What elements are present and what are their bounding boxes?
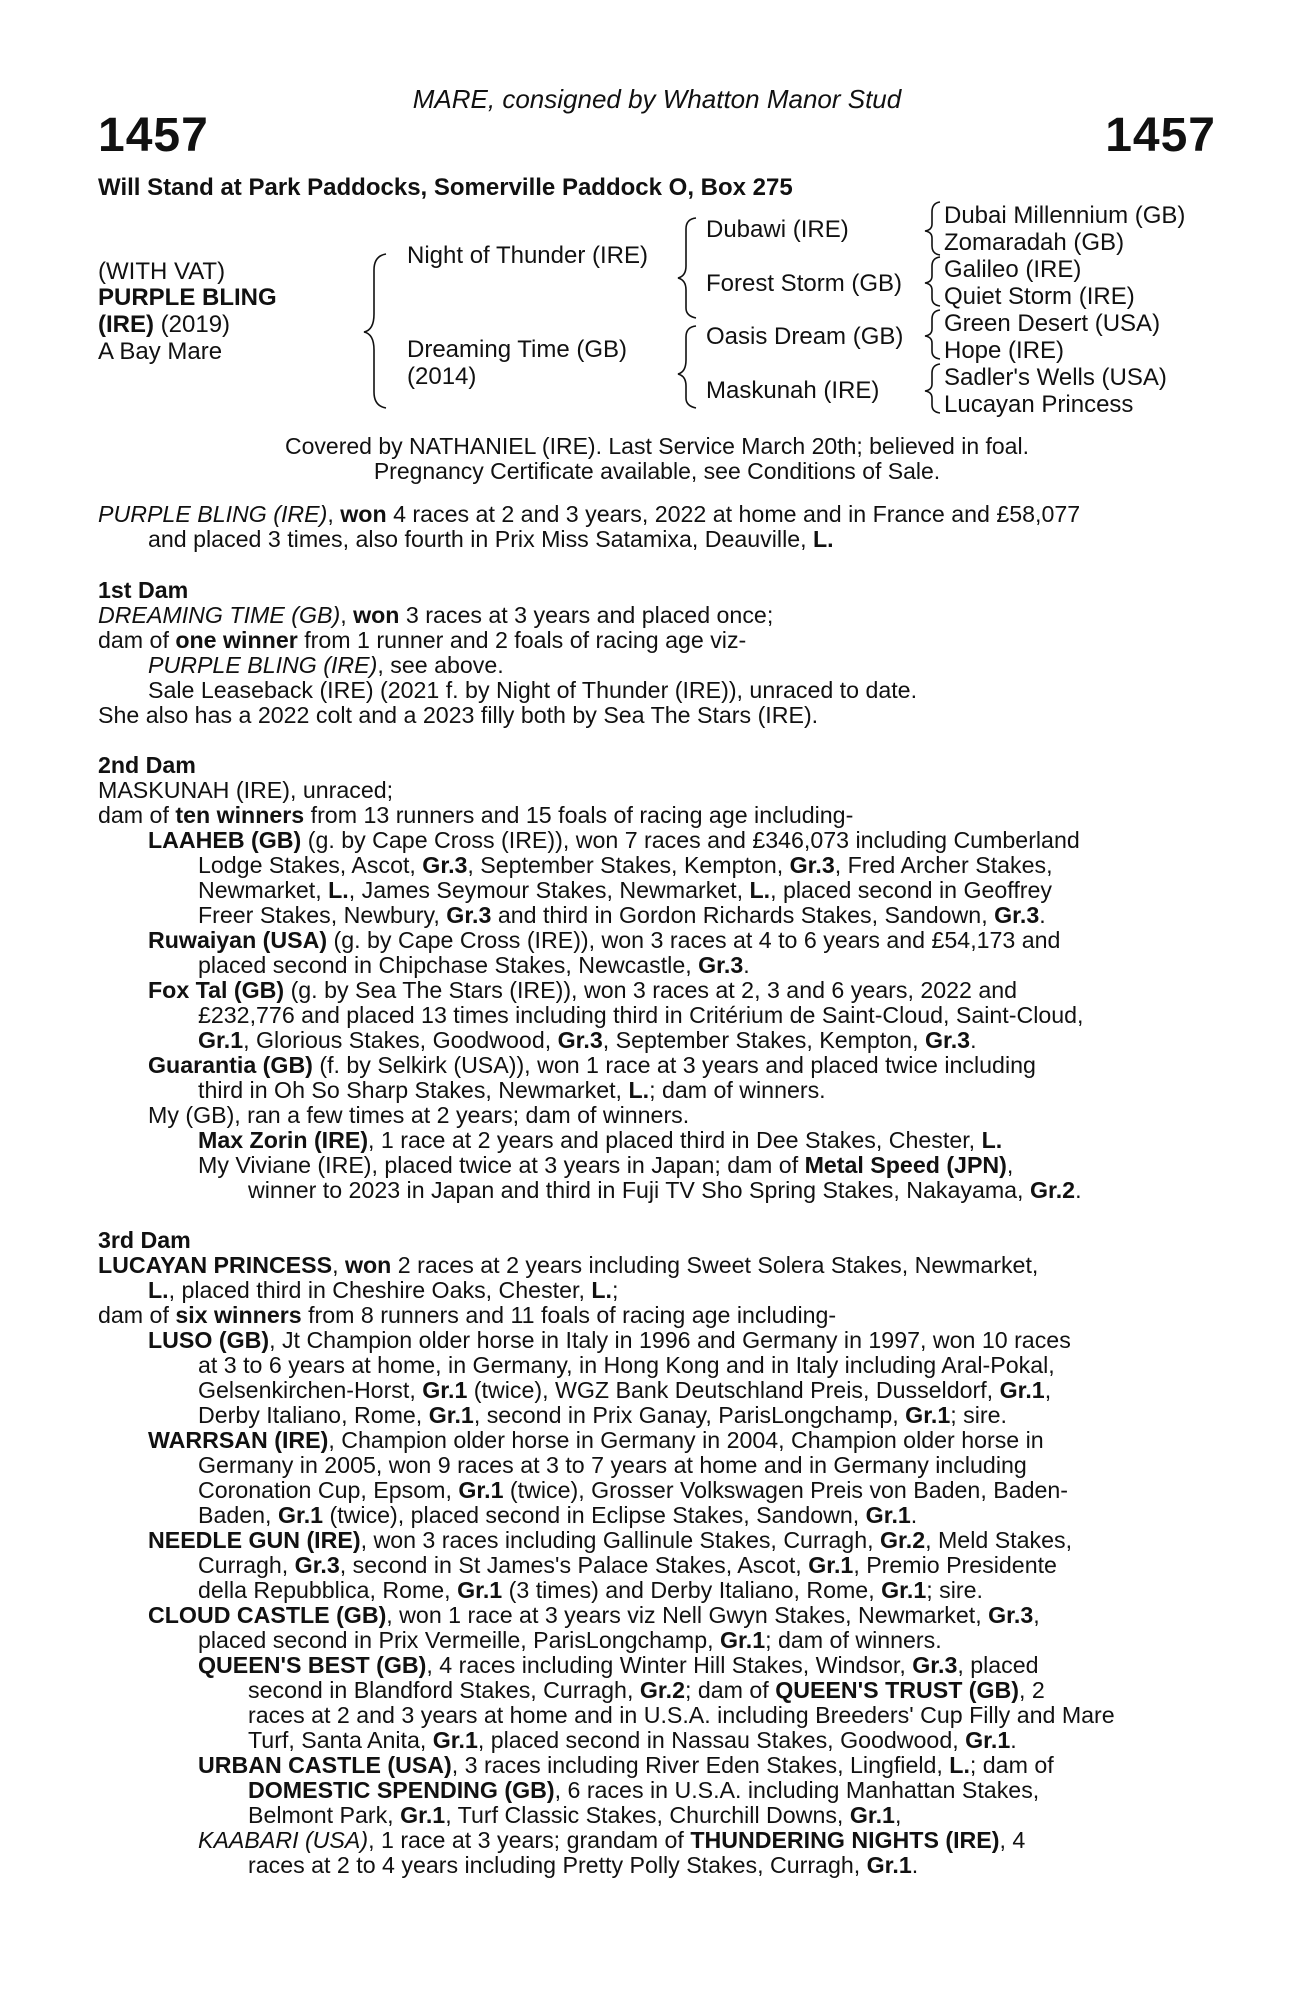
text-run: ; dam of (969, 1752, 1054, 1778)
bold-run: Gr.1 (999, 1377, 1045, 1403)
g-brace-2 (925, 257, 940, 306)
text-run: Freer Stakes, Newbury, (198, 902, 447, 928)
bold-run: six winners (175, 1302, 302, 1328)
text-run: . (910, 1502, 918, 1528)
text-run: (twice), WGZ Bank Deutschland Preis, Dusseldorf, (467, 1377, 1000, 1403)
text-line (148, 1053, 1036, 1078)
lot-number-left: 1457 (98, 109, 209, 162)
grandsire-3: Galileo (IRE) (944, 256, 1082, 283)
text-line (198, 1353, 1055, 1378)
text-run: , Turf Classic Stakes, Churchill Downs, (445, 1802, 850, 1828)
text-run: , (340, 602, 354, 628)
text-run: . (743, 952, 750, 978)
text-run: races at 2 to 4 years including Pretty Polly Stakes, Curragh, (248, 1852, 867, 1878)
bold-run: Gr.1 (198, 1027, 244, 1053)
bold-run: Fox Tal (GB) (148, 977, 285, 1003)
bold-run: Gr.1 (458, 1477, 504, 1503)
text-line (248, 1178, 1082, 1203)
bold-run: Gr.1 (965, 1727, 1011, 1753)
text-run: £232,776 and placed 13 times including third in Critérium de Saint-Cloud, Saint-Cloud, (198, 1002, 1084, 1028)
horse-year: (2019) (154, 311, 231, 338)
bold-run: Gr.1 (422, 1377, 468, 1403)
text-line (198, 1553, 1057, 1578)
bold-run: L. (148, 1277, 169, 1303)
text-run: della Repubblica, Rome, (198, 1577, 458, 1603)
text-run: from 8 runners and 11 foals of racing age including- (301, 1302, 837, 1328)
text-run: (f. by Selkirk (USA)), won 1 race at 3 years and placed twice including (312, 1052, 1036, 1078)
text-run: at 3 to 6 years at home, in Germany, in Hong Kong and in Italy including Aral-Pokal, (198, 1352, 1055, 1378)
consignor-line: MARE, consigned by Whatton Manor Stud (412, 84, 902, 114)
text-run: . (1075, 1177, 1082, 1203)
text-run: My (GB), ran a few times at 2 years; dam of winners. (148, 1102, 690, 1128)
grandsire-8: Lucayan Princess (944, 391, 1134, 418)
text-run: , James Seymour Stakes, Newmarket, (348, 877, 750, 903)
text-line (198, 1478, 1068, 1503)
text-run: , won 1 race at 3 years viz Nell Gwyn Stakes, Newmarket, (386, 1602, 989, 1628)
text-line (148, 1603, 1040, 1628)
bold-run: Gr.2 (879, 1527, 926, 1553)
text-line (198, 953, 750, 978)
text-line (248, 1853, 918, 1878)
bold-run: Gr.1 (277, 1502, 324, 1528)
italic-run: PURPLE BLING (IRE) (148, 652, 378, 678)
text-run: Newmarket, (198, 877, 329, 903)
text-line (198, 1028, 977, 1053)
text-run: third in Oh So Sharp Stakes, Newmarket, (198, 1077, 629, 1103)
text-run: . (911, 1852, 919, 1878)
text-run: and third in Gordon Richards Stakes, Sandown, (491, 902, 995, 928)
text-line (198, 1578, 983, 1603)
text-line (198, 878, 1052, 903)
horse-name: PURPLE BLING (98, 284, 277, 311)
text-line (148, 678, 917, 703)
vat-status: (WITH VAT) (98, 258, 226, 285)
text-run: , Jt Champion older horse in Italy in 1996 and Germany in 1997, won 10 races (269, 1327, 1071, 1353)
text-line (98, 803, 853, 828)
text-line (148, 928, 1060, 953)
text-line (148, 1528, 1072, 1553)
text-run: ; sire. (926, 1577, 983, 1603)
text-run: , placed second in Nassau Stakes, Goodwood, (477, 1727, 966, 1753)
text-run: , second in St James's Palace Stakes, Ascot, (339, 1552, 809, 1578)
bold-run: Gr.3 (294, 1552, 340, 1578)
text-line (198, 1003, 1084, 1028)
bold-run: Gr.3 (912, 1652, 958, 1678)
text-run: Belmont Park, (248, 1802, 401, 1828)
bold-run: NEEDLE GUN (IRE) (148, 1527, 361, 1553)
bold-run: L. (949, 1752, 970, 1778)
bold-run: L. (328, 877, 349, 903)
section-heading: 1st Dam (98, 577, 189, 603)
text-run: placed second in Chipchase Stakes, Newcastle, (198, 952, 699, 978)
text-line (198, 1378, 1051, 1403)
text-run: She also has a 2022 colt and a 2023 filly both by Sea The Stars (IRE). (98, 702, 819, 728)
text-run: Derby Italiano, Rome, (198, 1402, 429, 1428)
text-run: Curragh, (198, 1552, 295, 1578)
text-line (248, 1678, 1045, 1703)
text-run: Turf, Santa Anita, (248, 1727, 433, 1753)
italic-run: PURPLE BLING (IRE) (98, 501, 328, 527)
bold-run: LUCAYAN PRINCESS (98, 1252, 333, 1278)
text-line (248, 1778, 1039, 1803)
text-run: , September Stakes, Kempton, (467, 852, 790, 878)
bold-run: Gr.1 (866, 1852, 912, 1878)
text-run: . (1039, 902, 1046, 928)
bold-run: Gr.1 (457, 1577, 503, 1603)
bold-run: THUNDERING NIGHTS (IRE) (690, 1827, 1000, 1853)
stabling-location: Will Stand at Park Paddocks, Somerville Paddock O, Box 275 (98, 174, 793, 201)
covering-line: Covered by NATHANIEL (IRE). Last Service March 20th; believed in foal. (285, 433, 1029, 459)
text-run: placed second in Prix Vermeille, ParisLongchamp, (198, 1627, 720, 1653)
grandsire-7: Sadler's Wells (USA) (944, 364, 1167, 391)
bold-run: ten winners (175, 802, 305, 828)
text-run: Baden, (198, 1502, 278, 1528)
text-run: , (1006, 1152, 1014, 1178)
bold-run: Max Zorin (IRE) (198, 1127, 369, 1153)
text-line (248, 1703, 1115, 1728)
text-run: 2 races at 2 years including Sweet Solera Stakes, Newmarket, (391, 1252, 1039, 1278)
text-run: , won 3 races including Gallinule Stakes, Curragh, (360, 1527, 880, 1553)
text-run: , September Stakes, Kempton, (602, 1027, 925, 1053)
bold-run: Gr.2 (1029, 1177, 1076, 1203)
lot-number-right: 1457 (1105, 109, 1216, 162)
bold-run: Gr.3 (446, 902, 492, 928)
text-run: second in Blandford Stakes, Curragh, (248, 1677, 640, 1703)
text-run: ; dam of winners. (765, 1627, 942, 1653)
text-run: , see above. (377, 652, 504, 678)
bold-run: Ruwaiyan (USA) (148, 927, 328, 953)
text-run: ; dam of winners. (649, 1077, 826, 1103)
bold-run: L. (749, 877, 771, 903)
g-brace-3 (925, 310, 940, 359)
bold-run: Gr.3 (789, 852, 835, 878)
text-run: . (1010, 1727, 1017, 1753)
text-run: , placed second in Geoffrey (770, 877, 1052, 903)
text-line (148, 978, 1017, 1003)
text-run: winner to 2023 in Japan and third in Fuji TV Sho Spring Stakes, Nakayama, (248, 1177, 1030, 1203)
grandsire-2: Zomaradah (GB) (944, 229, 1125, 256)
text-run: ; sire. (950, 1402, 1007, 1428)
grandsire-5: Green Desert (USA) (944, 310, 1161, 337)
bold-run: LAAHEB (GB) (148, 827, 302, 853)
bold-run: L. (981, 1127, 1003, 1153)
text-line (98, 753, 196, 778)
text-run: , 1 race at 2 years and placed third in Dee Stakes, Chester, (368, 1127, 982, 1153)
pregnancy-line: Pregnancy Certificate available, see Conditions of Sale. (373, 458, 941, 484)
dam-brace (678, 326, 696, 408)
bold-run: QUEEN'S TRUST (GB) (775, 1677, 1020, 1703)
text-run: , Meld Stakes, (925, 1527, 1073, 1553)
bold-run: URBAN CASTLE (USA) (198, 1752, 452, 1778)
text-line (198, 1753, 1054, 1778)
sire-sire: Dubawi (IRE) (706, 216, 849, 243)
text-run: (twice), Grosser Volkswagen Preis von Baden, Baden- (503, 1477, 1068, 1503)
text-run: , 4 races including Winter Hill Stakes, Windsor, (426, 1652, 913, 1678)
text-run: , 3 races including River Eden Stakes, Lingfield, (451, 1752, 950, 1778)
bold-run: Gr.3 (924, 1027, 971, 1053)
main-brace (364, 254, 386, 408)
text-line (148, 1328, 1071, 1353)
text-run: (twice), placed second in Eclipse Stakes, Sandown, (323, 1502, 866, 1528)
bold-run: Gr.1 (849, 1802, 895, 1828)
text-run: , 1 race at 3 years; grandam of (368, 1827, 691, 1853)
text-run: dam of (98, 627, 176, 653)
text-run: , placed (957, 1652, 1039, 1678)
text-run: (3 times) and Derby Italiano, Rome, (502, 1577, 882, 1603)
text-line (198, 1628, 942, 1653)
text-run: , (1033, 1602, 1040, 1628)
text-line (148, 527, 834, 552)
text-run: MASKUNAH (IRE), unraced; (98, 777, 394, 803)
text-run: , Fred Archer Stakes, (834, 852, 1053, 878)
bold-run: Gr.1 (881, 1577, 927, 1603)
text-run: Gelsenkirchen-Horst, (198, 1377, 423, 1403)
bold-run: Gr.1 (905, 1402, 951, 1428)
text-line (248, 1728, 1017, 1753)
bold-run: won (353, 602, 400, 628)
bold-run: Guarantia (GB) (148, 1052, 313, 1078)
bold-run: Gr.1 (432, 1727, 478, 1753)
text-run: from 13 runners and 15 foals of racing age including- (304, 802, 854, 828)
bold-run: Gr.3 (698, 952, 744, 978)
sire-dam: Forest Storm (GB) (706, 270, 903, 297)
italic-run: KAABARI (USA) (198, 1827, 369, 1853)
text-line (198, 1453, 1027, 1478)
text-run: ; (611, 1277, 619, 1303)
text-line (198, 1153, 1013, 1178)
text-line (248, 1803, 901, 1828)
text-run: . (970, 1027, 977, 1053)
bold-run: LUSO (GB) (148, 1327, 270, 1353)
grandsire-4: Quiet Storm (IRE) (944, 283, 1135, 310)
text-line (148, 1428, 1044, 1453)
bold-run: L. (628, 1077, 650, 1103)
text-line (198, 1503, 917, 1528)
dam-sire: Oasis Dream (GB) (706, 323, 904, 350)
text-run: from 1 runner and 2 foals of racing age viz- (297, 627, 747, 653)
text-run: , (332, 1252, 345, 1278)
bold-run: WARRSAN (IRE) (148, 1427, 329, 1453)
text-line (198, 1828, 1025, 1853)
bold-run: Gr.3 (422, 852, 468, 878)
sire-brace (678, 218, 696, 318)
text-run: 4 races at 2 and 3 years, 2022 at home and in France and £58,077 (386, 501, 1081, 527)
dam: Dreaming Time (GB) (407, 336, 628, 363)
text-run: dam of (98, 802, 176, 828)
text-run: , Premio Presidente (853, 1552, 1057, 1578)
text-run: , 6 races in U.S.A. including Manhattan Stakes, (554, 1777, 1040, 1803)
text-line (98, 1253, 1038, 1278)
bold-run: QUEEN'S BEST (GB) (198, 1652, 427, 1678)
text-run: , placed third in Cheshire Oaks, Chester, (168, 1277, 592, 1303)
g-brace-1 (925, 202, 940, 255)
text-line (98, 1228, 191, 1253)
text-line (148, 1278, 618, 1303)
text-run: , (894, 1802, 902, 1828)
text-line (198, 903, 1046, 928)
text-line (98, 603, 773, 628)
text-line (98, 1303, 836, 1328)
bold-run: Gr.3 (988, 1602, 1034, 1628)
bold-run: L. (591, 1277, 612, 1303)
text-line (98, 578, 188, 603)
bold-run: L. (813, 526, 834, 552)
text-line (98, 778, 393, 803)
bold-run: won (340, 501, 387, 527)
section-heading: 2nd Dam (98, 752, 196, 778)
grandsire-6: Hope (IRE) (944, 337, 1065, 364)
bold-run: Gr.1 (808, 1552, 854, 1578)
text-line (98, 502, 1080, 527)
bold-run: CLOUD CASTLE (GB) (148, 1602, 387, 1628)
text-line (148, 828, 1080, 853)
bold-run: Gr.2 (639, 1677, 685, 1703)
bold-run: Gr.1 (720, 1627, 766, 1653)
text-run: My Viviane (IRE), placed twice at 3 years in Japan; dam of (198, 1152, 805, 1178)
text-run: , (1044, 1377, 1052, 1403)
text-run: , (327, 501, 341, 527)
text-run: Coronation Cup, Epsom, (198, 1477, 459, 1503)
text-run: and placed 3 times, also fourth in Prix Miss Satamixa, Deauville, (148, 526, 813, 552)
text-run: (g. by Sea The Stars (IRE)), won 3 races at 2, 3 and 6 years, 2022 and (284, 977, 1018, 1003)
text-line (98, 703, 818, 728)
horse-country: (IRE) (98, 311, 154, 338)
text-line (98, 628, 746, 653)
text-line (198, 1653, 1039, 1678)
text-line (148, 653, 504, 678)
text-run: , Glorious Stakes, Goodwood, (243, 1027, 558, 1053)
italic-run: DREAMING TIME (GB) (98, 602, 341, 628)
text-run: ; dam of (684, 1677, 776, 1703)
text-run: 3 races at 3 years and placed once; (399, 602, 774, 628)
text-run: dam of (98, 1302, 176, 1328)
text-line (198, 1078, 826, 1103)
text-line (198, 1128, 1002, 1153)
dam-year: (2014) (407, 363, 477, 390)
bold-run: Metal Speed (JPN) (804, 1152, 1007, 1178)
text-run: Sale Leaseback (IRE) (2021 f. by Night of Thunder (IRE)), unraced to date. (148, 677, 918, 703)
text-run: Germany in 2005, won 9 races at 3 to 7 years at home and in Germany including (198, 1452, 1027, 1478)
text-run: , 2 (1019, 1677, 1045, 1703)
dam-dam: Maskunah (IRE) (706, 377, 880, 404)
text-run: races at 2 and 3 years at home and in U.S.A. including Breeders' Cup Filly and Mare (248, 1702, 1115, 1728)
text-run: Lodge Stakes, Ascot, (198, 852, 423, 878)
text-run: , Champion older horse in Germany in 2004, Champion older horse in (328, 1427, 1044, 1453)
horse-description: A Bay Mare (98, 338, 223, 365)
text-line (198, 1403, 1007, 1428)
bold-run: Gr.3 (557, 1027, 603, 1053)
text-run: , second in Prix Ganay, ParisLongchamp, (473, 1402, 906, 1428)
text-run: (g. by Cape Cross (IRE)), won 7 races and £346,073 including Cumberland (301, 827, 1080, 853)
bold-run: Gr.1 (400, 1802, 446, 1828)
bold-run: Gr.3 (994, 902, 1040, 928)
text-run: , 4 (999, 1827, 1026, 1853)
section-heading: 3rd Dam (98, 1227, 191, 1253)
sire: Night of Thunder (IRE) (407, 242, 648, 269)
g-brace-4 (925, 364, 940, 413)
text-line (148, 1103, 689, 1128)
text-line (198, 853, 1053, 878)
bold-run: DOMESTIC SPENDING (GB) (248, 1777, 555, 1803)
bold-run: Gr.1 (865, 1502, 911, 1528)
bold-run: one winner (175, 627, 298, 653)
bold-run: won (344, 1252, 392, 1278)
grandsire-1: Dubai Millennium (GB) (944, 202, 1186, 229)
text-run: (g. by Cape Cross (IRE)), won 3 races at 4 to 6 years and £54,173 and (327, 927, 1061, 953)
bold-run: Gr.1 (428, 1402, 474, 1428)
